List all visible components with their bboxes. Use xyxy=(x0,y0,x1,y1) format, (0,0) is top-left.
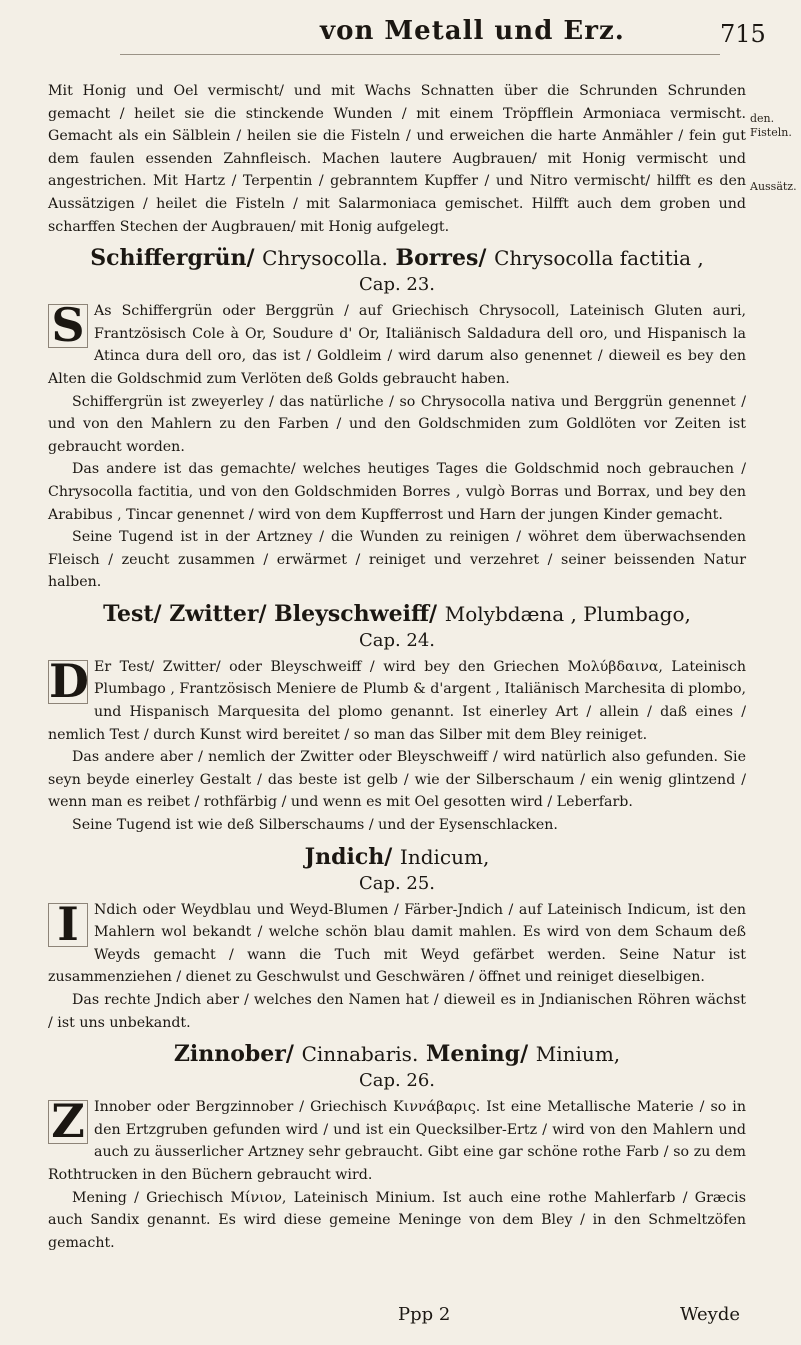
header-rule xyxy=(120,54,720,55)
chapter-number: Cap. 25. xyxy=(358,872,436,894)
section-heading: Schiffergrün/ Chrysocolla. Borres/ Chrysocolla factitia , xyxy=(90,245,704,272)
running-header xyxy=(0,14,801,64)
page-number: 715 xyxy=(720,20,766,48)
paragraph: Z Innober oder Bergzinnober / Griechisch Κιννάβαρις. Ist eine Metallische Materie / so in den Ertzgruben gefunden wird / und ist ein Quecksilber-Ertz / wird von den Mahlern und auch zu äusserlicher Artzney sehr gebraucht. Gibt eine gar schöne rothe Farb / so zu dem Rothtrucken in den Büchern gebraucht wird. xyxy=(48,1094,746,1183)
paragraph: Mening / Griechisch Μίνιον, Lateinisch Minium. Ist auch eine rothe Mahlerfarb / Græcis auch Sandix genannt. Es wird diese gemeine Meninge von dem Bley / in den Schmeltzöfen gemacht. xyxy=(48,1189,746,1251)
section-chrysocolla xyxy=(48,244,746,594)
chapter-number: Cap. 26. xyxy=(358,1070,436,1092)
paragraph: Das rechte Jndich aber / welches den Namen hat / dieweil es in Jndianischen Röhren wächst / ist uns unbekandt. xyxy=(48,992,746,1031)
margin-note-fisteln: den. Fisteln. xyxy=(750,112,792,139)
drop-capital: Z xyxy=(48,1100,88,1144)
section-heading: Test/ Zwitter/ Bleyschweiff/ Molybdæna , Plumbago, xyxy=(103,600,691,627)
chapter-number: Cap. 24. xyxy=(358,629,436,651)
paragraph: Das andere aber / nemlich der Zwitter oder Bleyschweiff / wird natürlich also gefunden. Sie seyn beyde einerley Gestalt / das beste ist gelb / wie der Silberschaum / ein wenig glintzend / wenn man es reibet / rothfärbig / und wenn es mit Oel gesotten wird / Leberfarb. xyxy=(48,749,746,811)
section-cinnabaris xyxy=(48,1040,746,1254)
paragraph: Schiffergrün ist zweyerley / das natürliche / so Chrysocolla nativa und Berggrün genennet / und von den Mahlern zu den Farben / und den Goldschmiden zum Goldlöten vor Zeiten ist gebraucht worden. xyxy=(48,393,746,455)
paragraph: Seine Tugend ist wie deß Silberschaums / und der Eysenschlacken. xyxy=(72,817,558,834)
running-title: von Metall und Erz. xyxy=(320,16,625,46)
page-body xyxy=(48,80,746,1254)
signature-mark: Ppp 2 xyxy=(398,1304,451,1325)
paragraph: Seine Tugend ist in der Artzney / die Wunden zu reinigen / wöhret dem überwachsenden Fleisch / zeucht zusammen / erwärmet / reiniget und verzehret / seiner beissenden Natur halben. xyxy=(48,529,746,591)
paragraph: Das andere ist das gemachte/ welches heutiges Tages die Goldschmid noch gebrauchen / Chrysocolla factitia, und von den Goldschmiden Borres , vulgò Borras und Borrax, und bey den Arabibus , Tincar genennet / wird von dem Kupfferrost und Harn der jungen Kinder gemacht. xyxy=(48,461,746,523)
section-heading: Jndich/ Indicum, xyxy=(304,843,490,870)
section-indicum xyxy=(48,843,746,1035)
margin-note-aussaetz: Aussätz. xyxy=(750,180,797,193)
drop-capital: S xyxy=(48,304,88,348)
section-molybdaena xyxy=(48,600,746,837)
chapter-number: Cap. 23. xyxy=(358,274,436,296)
drop-capital: I xyxy=(48,903,88,947)
page-footer xyxy=(0,1300,801,1340)
section-heading: Zinnober/ Cinnabaris. Mening/ Minium, xyxy=(173,1041,621,1068)
paragraph: S As Schiffergrün oder Berggrün / auf Griechisch Chrysocoll, Lateinisch Gluten auri, Frantzösisch Cole à Or, Soudure d' Or, Italiänisch Saldadura dell oro, und Hispanisch la Atinca dura dell oro, das ist / Goldleim / wird darum also genennet / dieweil es bey den Alten die Goldschmid zum Verlöten deß Golds gebraucht haben. xyxy=(48,298,746,387)
intro-paragraph: Mit Honig und Oel vermischt/ und mit Wachs Schnatten über die Schrunden Schrunden gemacht / heilet sie die stinckende Wunden / mit einem Tröpfflein Armoniaca vermischt. Gemacht als ein Sälblein / heilen sie die Fisteln / und erweichen die harte Anmähler / fein gut dem faulen essenden Zahnfleisch. Machen lautere Augbrauen/ mit Honig vermischt und angestrichen. Mit Hartz / Terpentin / gebranntem Kupffer / und Nitro vermischt/ hilfft es den Aussätzigen / heilet die Fisteln / mit Salarmoniaca gemischet. Hilfft auch dem groben und scharffen Stechen der Augbrauen/ mit Honig aufgelegt. xyxy=(48,83,746,235)
drop-capital: D xyxy=(49,653,89,708)
paragraph: D Er Test/ Zwitter/ oder Bleyschweiff / wird bey den Griechen Μολύβδαινα, Lateinisch Plumbago , Frantzösisch Meniere de Plumb & d'argent , Italiänisch Marchesita di plombo, und Hispanisch Marquesita del plomo genannt. Ist einerley Art / allein / daß eines / nemlich Test / durch Kunst wird bereitet / so man das Silber mit dem Bley reiniget. xyxy=(48,653,746,743)
paragraph: I Ndich oder Weydblau und Weyd-Blumen / Färber-Jndich / auf Lateinisch Indicum, ist den Mahlern wol bekandt / welche schön blau damit mahlen. Es wird von dem Schaum deß Weyds gemacht / wann die Tuch mit Weyd gefärbet werden. Seine Natur ist zusammenziehen / dienet zu Geschwulst und Geschwären / öffnet und reiniget dieselbigen. xyxy=(48,896,746,986)
catchword: Weyde xyxy=(680,1304,741,1325)
